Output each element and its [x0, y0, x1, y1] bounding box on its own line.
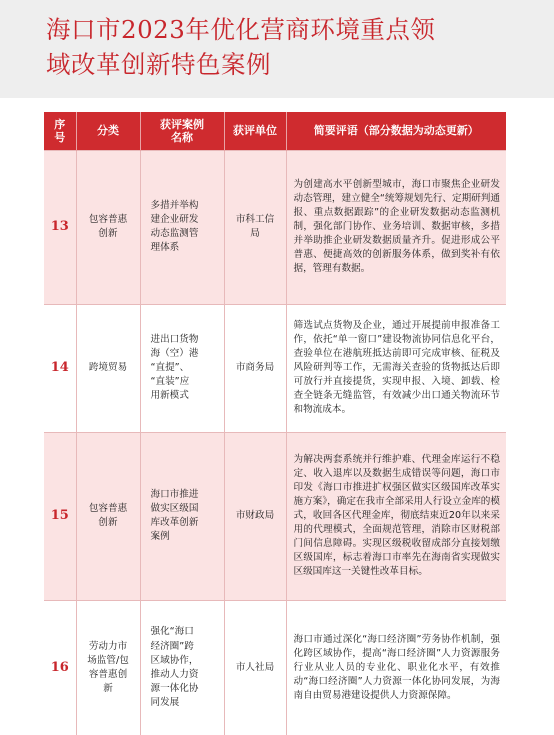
row-category: 包容普惠 创新: [76, 150, 140, 304]
row-case-name: 多措并举构 建企业研发 动态监测管 理体系: [140, 150, 224, 304]
row-unit: 市人社局: [224, 600, 286, 735]
page-title-line-2: 域改革创新特色案例: [46, 50, 271, 79]
row-comment: 筛选试点货物及企业，通过开展提前申报准备工作，依托“单一窗口”建设物流协同信息化平台，查验单位在港航班抵达前即可完成审核、征税及风险研判等工作，无需海关查验的货物抵达后即可放行并直接提货，实现申报、入境、卸载、检查全链条无缝监管，有效减少出口通关物流环节和物流成本。: [286, 304, 506, 432]
row-case-name: 进出口货物 海（空）港 “直提”、 “直装”应 用新模式: [140, 304, 224, 432]
cases-table-container: [44, 112, 506, 735]
table-header-row: [44, 112, 506, 150]
column-header-comment: 简要评语（部分数据为动态更新）: [286, 112, 506, 150]
row-category: 劳动力市 场监管/包 容普惠创 新: [76, 600, 140, 735]
row-comment: 海口市通过深化“海口经济圈”劳务协作机制，强化跨区域协作，提高“海口经济圈”人力资源服务行业从业人员的专业化、职业化水平，有效推动“海口经济圈”人力资源一体化协同发展，为海南自由贸易港建设提供人力资源保障。: [286, 600, 506, 735]
row-comment: 为创建高水平创新型城市，海口市聚焦企业研发动态管理，建立健全“统筹规划先行、定期研判通报、重点数据跟踪”的企业研发数据动态监测机制，强化部门协作、业务培训、数据审核，多措并举助推企业研发数据质量齐升。促进形成公平普惠、便捷高效的创新服务体系，做到奖补有依据，管理有数据。: [286, 150, 506, 304]
row-number: 15: [44, 432, 76, 600]
cases-table: [44, 112, 506, 735]
row-unit: 市财政局: [224, 432, 286, 600]
title-banner: [0, 0, 554, 98]
table-row: [44, 304, 506, 432]
column-header-no: 序 号: [44, 112, 76, 150]
row-number: 13: [44, 150, 76, 304]
table-row: [44, 600, 506, 735]
table-row: [44, 150, 506, 304]
row-unit: 市科工信 局: [224, 150, 286, 304]
row-case-name: 海口市推进 做实区级国 库改革创新 案例: [140, 432, 224, 600]
row-category: 包容普惠 创新: [76, 432, 140, 600]
row-comment: 为解决两套系统并行维护难、代理金库运行不稳定、收入退库以及数据生成错误等问题，海口市印发《海口市推进扩权强区做实区级国库改革实施方案》，确定在我市全部采用人行设立金库的模式，收回各区代理金库，彻底结束近20年以来采用的代理模式，全面规范管理，消除市区财税部门间信息障碍。实现区级税收留成部分直接划缴区级国库，标志着海口市率先在海南省实现做实区级国库这一关键性改革目标。: [286, 432, 506, 600]
column-header-category: 分类: [76, 112, 140, 150]
row-category: 跨境贸易: [76, 304, 140, 432]
row-number: 14: [44, 304, 76, 432]
column-header-unit: 获评单位: [224, 112, 286, 150]
column-header-case-name: 获评案例 名称: [140, 112, 224, 150]
row-case-name: 强化“海口 经济圈”跨 区域协作， 推动人力资 源一体化协 同发展: [140, 600, 224, 735]
row-unit: 市商务局: [224, 304, 286, 432]
page-title-line-1: 海口市2023年优化营商环境重点领: [46, 15, 436, 44]
row-number: 16: [44, 600, 76, 735]
table-row: [44, 432, 506, 600]
